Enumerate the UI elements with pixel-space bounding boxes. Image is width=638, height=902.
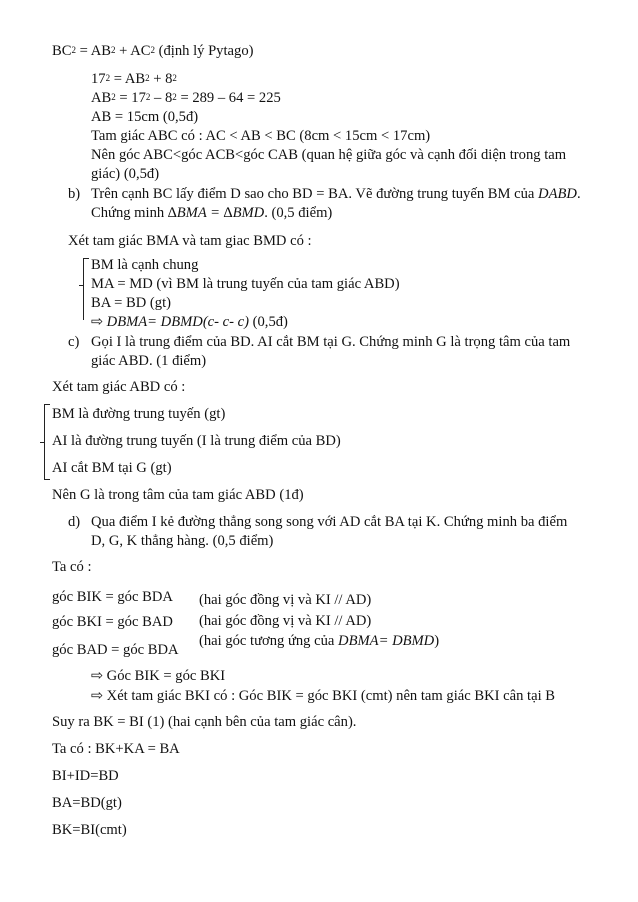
text: Góc BIK = góc BKI: [106, 668, 226, 684]
text: AB: [91, 90, 112, 106]
brace-tip: [79, 285, 83, 286]
text-line: BM là đường trung tuyến (gt): [52, 406, 226, 422]
equation-line: [52, 42, 253, 60]
text-line: [199, 632, 439, 650]
arrow-icon: ⇨: [91, 688, 104, 704]
math: DBMA= DBMD(c- c- c): [106, 314, 249, 330]
text: = AB: [110, 71, 146, 87]
text: ): [434, 633, 440, 649]
text-line: [91, 185, 581, 203]
text-line: giác) (0,5đ): [91, 166, 160, 182]
text: . (0,5 điểm): [264, 205, 333, 221]
text-line: Gọi I là trung điểm của BD. AI cắt BM tại G. Chứng minh G là trọng tâm của tam: [91, 334, 571, 350]
text-line: Ta có : BK+KA = BA: [52, 741, 180, 757]
text-line: [91, 204, 332, 222]
arrow-icon: ⇨: [91, 668, 104, 684]
text-line: góc BIK = góc BDA: [52, 589, 173, 605]
text: Xét tam giác BKI có : Góc BIK = góc BKI (cmt) nên tam giác BKI cân tại B: [106, 688, 556, 704]
text-line: [91, 313, 288, 331]
text-line: AI cắt BM tại G (gt): [52, 460, 172, 476]
brace: [44, 404, 45, 480]
text: – 8: [150, 90, 173, 106]
text-line: góc BKI = góc BAD: [52, 614, 173, 630]
superscript: 2: [145, 92, 151, 102]
text-line: AI là đường trung tuyến (I là trung điểm của BD): [52, 433, 341, 449]
superscript: 2: [110, 45, 116, 55]
text: + AC: [115, 43, 151, 59]
text-line: Xét tam giác BMA và tam giac BMD có :: [68, 233, 312, 249]
text-line: giác ABD. (1 điểm): [91, 353, 207, 369]
math: DABD: [538, 186, 577, 202]
text-line: BI+ID=BD: [52, 768, 119, 784]
text-line: BA=BD(gt): [52, 795, 122, 811]
text: .: [576, 186, 581, 202]
text-line: Tam giác ABC có : AC < AB < BC (8cm < 15cm < 17cm): [91, 128, 431, 144]
superscript: 2: [111, 92, 116, 102]
text-line: Nên G là trong tâm của tam giác ABD (1đ): [52, 487, 304, 503]
text: (hai góc tương ứng của: [199, 633, 339, 649]
brace: [83, 258, 84, 320]
brace-tip: [40, 442, 44, 443]
text: (0,5đ): [249, 314, 288, 330]
text: = 289 – 64 = 225: [176, 90, 281, 106]
text-line: [91, 687, 555, 705]
text-line: AB = 15cm (0,5đ): [91, 109, 199, 125]
text-line: Ta có :: [52, 559, 92, 575]
equation-line: [91, 70, 177, 88]
text-line: Xét tam giác ABD có :: [52, 379, 186, 395]
arrow-icon: ⇨: [91, 314, 104, 330]
math: ∆BMA = ∆BMD: [167, 205, 265, 221]
list-label: b): [68, 186, 81, 202]
list-label: d): [68, 514, 81, 530]
math: DBMA= DBMD: [338, 633, 435, 649]
text-line: Nên góc ABC<góc ACB<góc CAB (quan hệ giữa góc và cạnh đối diện trong tam: [91, 147, 567, 163]
text-line: (hai góc đồng vị và KI // AD): [199, 613, 372, 629]
text-line: BM là cạnh chung: [91, 257, 199, 273]
text: BC: [52, 43, 72, 59]
text: Chứng minh: [91, 205, 168, 221]
text: = 17: [115, 90, 146, 106]
text: 17: [91, 71, 106, 87]
text: + 8: [149, 71, 173, 87]
equation-line: [91, 89, 281, 107]
text-line: BK=BI(cmt): [52, 822, 127, 838]
superscript: 2: [150, 45, 155, 55]
list-label: c): [68, 334, 80, 350]
superscript: 2: [172, 73, 177, 83]
superscript: 2: [172, 92, 177, 102]
superscript: 2: [71, 45, 76, 55]
text-line: D, G, K thẳng hàng. (0,5 điểm): [91, 533, 274, 549]
superscript: 2: [105, 73, 111, 83]
text: Trên cạnh BC lấy điểm D sao cho BD = BA. Vẽ đường trung tuyến BM của: [91, 186, 539, 202]
text-line: Qua điểm I kẻ đường thẳng song song với AD cắt BA tại K. Chứng minh ba điểm: [91, 514, 568, 530]
text-line: góc BAD = góc BDA: [52, 642, 179, 658]
superscript: 2: [145, 73, 150, 83]
text: = AB: [75, 43, 111, 59]
text-line: [91, 667, 225, 685]
text: (định lý Pytago): [154, 43, 254, 59]
text-line: (hai góc đồng vị và KI // AD): [199, 592, 372, 608]
text-line: BA = BD (gt): [91, 295, 171, 311]
text-line: MA = MD (vì BM là trung tuyến của tam giác ABD): [91, 276, 400, 292]
text-line: Suy ra BK = BI (1) (hai cạnh bên của tam giác cân).: [52, 714, 357, 730]
